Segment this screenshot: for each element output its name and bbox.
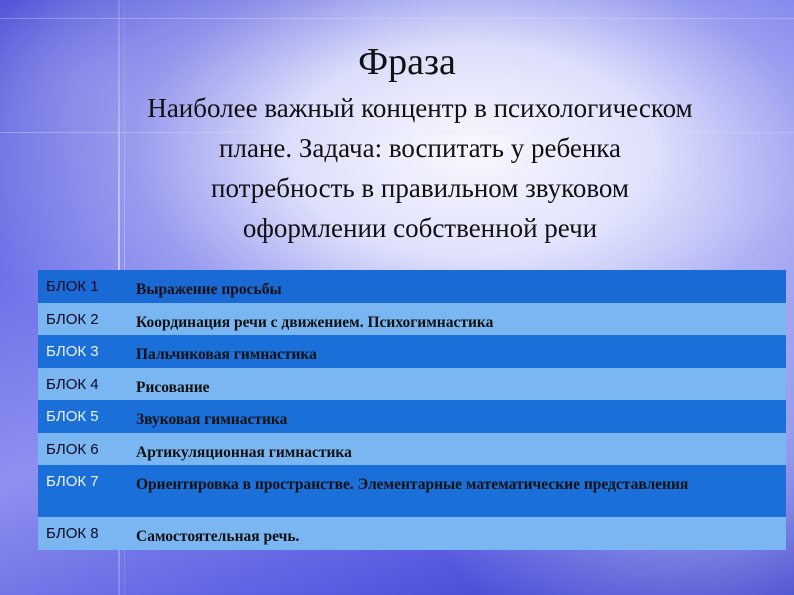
table-row — [38, 270, 786, 303]
block-description: Выражение просьбы — [134, 270, 786, 303]
table-row — [38, 400, 786, 433]
slide-title: Фраза — [358, 41, 456, 83]
block-description: Ориентировка в пространстве. Элементарные математические представления — [134, 465, 786, 517]
blocks-table — [38, 270, 786, 550]
block-label: БЛОК 6 — [38, 433, 134, 466]
subtitle-line: Наиболее важный концентр в психологическом — [147, 93, 693, 123]
slide-subtitle — [60, 88, 780, 248]
block-label: БЛОК 3 — [38, 335, 134, 368]
block-label: БЛОК 1 — [38, 270, 134, 303]
table-row — [38, 433, 786, 466]
table-row — [38, 368, 786, 401]
block-label: БЛОК 2 — [38, 303, 134, 336]
block-label: БЛОК 8 — [38, 517, 134, 550]
subtitle-line: плане. Задача: воспитать у ребенка — [219, 133, 621, 163]
block-description: Звуковая гимнастика — [134, 400, 786, 433]
subtitle-line: оформлении собственной речи — [242, 213, 598, 243]
block-label: БЛОК 5 — [38, 400, 134, 433]
table-row — [38, 303, 786, 336]
block-description: Координация речи с движением. Психогимнастика — [134, 303, 786, 336]
block-description: Пальчиковая гимнастика — [134, 335, 786, 368]
block-description: Самостоятельная речь. — [134, 517, 786, 550]
block-description: Рисование — [134, 368, 786, 401]
block-description: Артикуляционная гимнастика — [134, 433, 786, 466]
table-row — [38, 517, 786, 550]
table-row — [38, 465, 786, 517]
block-label: БЛОК 4 — [38, 368, 134, 401]
subtitle-line: потребность в правильном звуковом — [211, 173, 629, 203]
block-label: БЛОК 7 — [38, 465, 134, 517]
decorative-horizontal-line — [0, 18, 794, 19]
table-row — [38, 335, 786, 368]
